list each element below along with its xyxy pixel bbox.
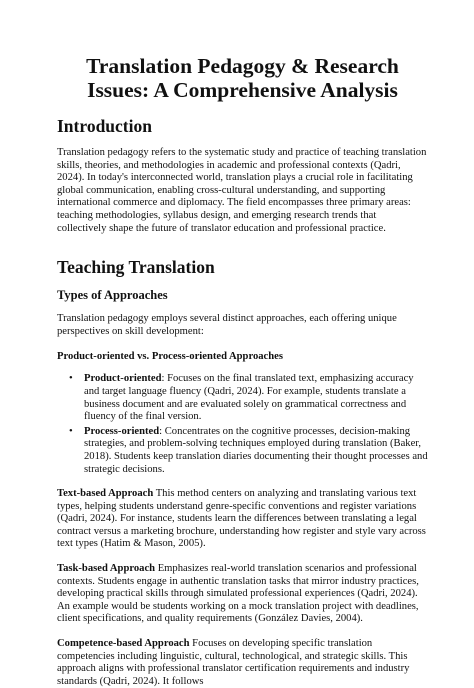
- paragraph-term: Text-based Approach: [57, 488, 154, 500]
- paragraph-text: This method centers on analyzing and translating various text types, helping students understand genre-specific conventions and register variations (Qadri, 2024). For instance, students learn the differences between translating a legal contract versus a marketing brochure, understanding how register and style vary across text types (Hatim & Mason, 2005).: [57, 488, 426, 550]
- bullet-icon: •: [69, 425, 73, 437]
- bullet-term: Process-oriented: [84, 425, 160, 437]
- approach-bullet-list: [57, 373, 428, 476]
- task-based-paragraph: [57, 563, 428, 626]
- list-item: [69, 373, 428, 423]
- document-title: Translation Pedagogy & Research Issues: A Comprehensive Analysis: [86, 54, 399, 102]
- introduction-section: [57, 116, 428, 235]
- teaching-heading: Teaching Translation: [57, 257, 215, 278]
- product-process-heading: Product-oriented vs. Process-oriented Approaches: [57, 351, 283, 363]
- introduction-heading: Introduction: [57, 116, 152, 136]
- bullet-term: Product-oriented: [84, 373, 162, 385]
- paragraph-term: Competence-based Approach: [57, 638, 190, 650]
- bullet-icon: •: [69, 373, 73, 385]
- teaching-section: [57, 257, 428, 688]
- paragraph-text: Focuses on developing specific translation competencies including linguistic, cultural, technological, and strategic skills. This approach aligns with professional translator certification requirements and industry standards (Qadri, 2024). It follows: [57, 638, 410, 687]
- list-item: [69, 425, 428, 476]
- types-intro-paragraph: Translation pedagogy employs several distinct approaches, each offering unique perspectives on skill development:: [57, 313, 397, 337]
- bullet-text: : Concentrates on the cognitive processes, decision-making strategies, and problem-solving techniques employed during translation (Baker, 2018). Students keep translation diaries documenting their thought processes and strategic decisions.: [84, 425, 428, 475]
- paragraph-term: Task-based Approach: [57, 563, 156, 575]
- paragraph-text: Emphasizes real-world translation scenarios and professional contexts. Students engage in authentic translation tasks that mirror industry practices, developing practical skills through simulated professional experiences (Qadri, 2024). An example would be students working on a mock translation project with deadlines, client specifications, and quality requirements (González Davies, 2004).: [57, 563, 419, 625]
- bullet-text: : Focuses on the final translated text, emphasizing accuracy and target language fluency (Qadri, 2024). For example, students translate a business document and are evaluated solely on grammatical correctness and fluency of the final version.: [84, 373, 414, 423]
- introduction-paragraph: Translation pedagogy refers to the systematic study and practice of teaching translation skills, theories, and methodologies in academic and professional contexts (Qadri, 2024). In today's interconnected world, translation plays a crucial role in facilitating global communication, enabling cross-cultural understanding, and supporting international commerce and diplomacy. The field encompasses three primary areas: teaching methodologies, syllabus design, and emerging research trends that collectively shape the future of translator education and professional practice.: [57, 147, 427, 234]
- text-based-paragraph: [57, 488, 428, 551]
- competence-based-paragraph: [57, 638, 428, 688]
- types-heading: Types of Approaches: [57, 288, 168, 303]
